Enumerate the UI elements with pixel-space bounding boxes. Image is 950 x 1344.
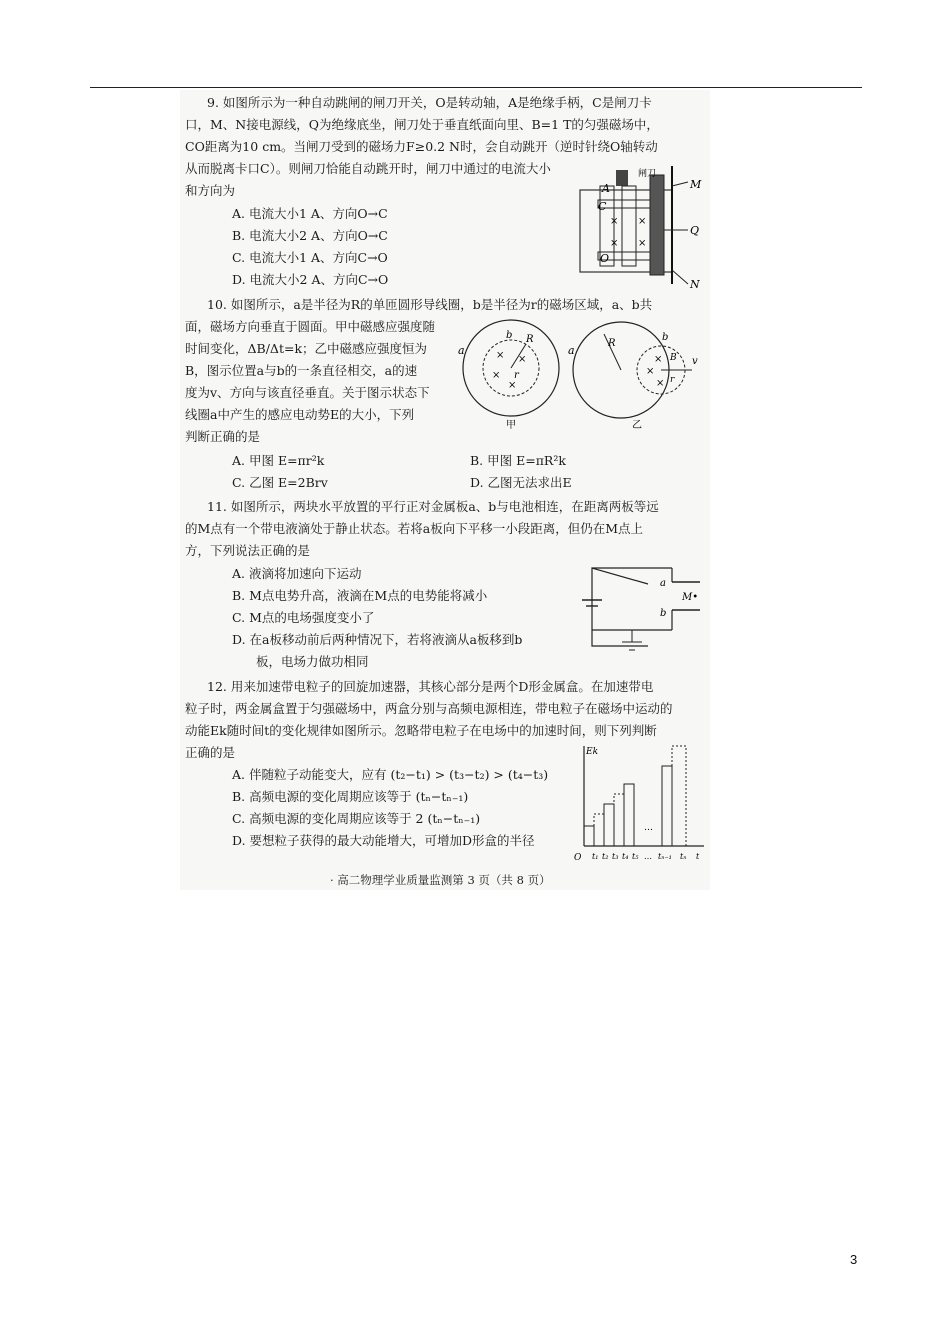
q12-tick-t2: t₂ [602, 852, 609, 861]
q9-line-5: 和方向为 [185, 183, 236, 198]
q9-line-4: 从而脱离卡口C）。则闸刀恰能自动跳开时，闸刀中通过的电流大小 [185, 161, 551, 176]
q12-option-d: D. 要想粒子获得的最大动能增大，可增加D形盒的半径 [232, 833, 535, 848]
q9-line-3: CO距离为10 cm。当闸刀受到的磁场力F≥0.2 N时，会自动跳开（逆时针绕O轴转动 [185, 139, 658, 154]
q9-label-Q: Q [690, 224, 700, 237]
q9-option-a: A. 电流大小1 A、方向O→C [232, 206, 388, 221]
q10-yi-label-b: b [662, 332, 669, 343]
q10-caption-yi: 乙 [632, 420, 642, 431]
q9-option-d: D. 电流大小2 A、方向C→O [232, 272, 389, 287]
q12-line-3: 动能Ek随时间t的变化规律如图所示。忽略带电粒子在电场中的加速时间，则下列判断 [185, 723, 657, 738]
q11-option-c: C. M点的电场强度变小了 [232, 610, 375, 625]
q12-axis-ylabel: Ek [586, 747, 599, 757]
q10-line-5: 度为v、方向与该直径垂直。关于图示状态下 [185, 385, 430, 400]
q10-jia-x-4: × [508, 380, 517, 391]
q10-line-2: 面，磁场方向垂直于圆面。甲中磁感应强度随 [185, 319, 436, 334]
q12-line-4: 正确的是 [185, 745, 236, 760]
q9-figure-switch [574, 160, 709, 292]
q10-jia-x-3: × [492, 370, 501, 381]
q10-caption-jia: 甲 [506, 420, 516, 431]
q9-field-x-4: × [638, 238, 647, 249]
q10-yi-x-1: × [646, 366, 655, 377]
q9-option-c: C. 电流大小1 A、方向C→O [232, 250, 388, 265]
q9-option-b: B. 电流大小2 A、方向O→C [232, 228, 388, 243]
q10-option-d: D. 乙图无法求出E [470, 475, 572, 490]
q12-tick-tn: tₙ [680, 852, 687, 861]
q12-tick-t4: t₄ [622, 852, 629, 861]
q11-option-a: A. 液滴将加速向下运动 [232, 566, 362, 581]
q9-field-x-3: × [610, 238, 619, 249]
q10-line-4: B，图示位置a与b的一条直径相交，a的速 [185, 363, 418, 378]
q10-yi-label-B: B [670, 353, 677, 363]
q12-axis-origin: O [574, 853, 582, 863]
q12-line-2: 粒子时，两金属盒置于匀强磁场中，两盒分别与高频电源相连，带电粒子在磁场中运动的 [185, 701, 673, 716]
q10-option-a: A. 甲图 E=πr²k [232, 453, 325, 468]
q10-jia-label-b: b [506, 330, 513, 341]
q10-option-b: B. 甲图 E=πR²k [470, 453, 566, 468]
q12-line-1: 12. 用来加速带电粒子的回旋加速器，其核心部分是两个D形金属盒。在加速带电 [207, 679, 654, 694]
q9-label-A: A [602, 182, 610, 195]
q10-line-7: 判断正确的是 [185, 429, 261, 444]
q10-yi-label-R: R [608, 338, 616, 349]
q12-option-a: A. 伴随粒子动能变大，应有 (t₂−t₁) > (t₃−t₂) > (t₄−t₃) [232, 767, 549, 782]
q10-figure-circles [456, 316, 706, 434]
header-rule [90, 87, 862, 88]
q10-yi-label-a: a [568, 344, 575, 357]
q11-line-3: 方，下列说法正确的是 [185, 543, 311, 558]
q12-tick-t3: t₃ [612, 852, 619, 861]
q10-yi-x-3: × [656, 378, 665, 389]
q11-label-a: a [660, 578, 666, 589]
q9-label-O: O [600, 252, 610, 265]
q11-option-d: D. 在a板移动前后两种情况下，若将液滴从a板移到b [232, 632, 523, 647]
q10-jia-x-2: × [518, 354, 527, 365]
q12-tick-ellipsis: … [644, 852, 652, 861]
q12-graph-dots: … [644, 823, 653, 833]
q9-field-x-2: × [638, 216, 647, 227]
q10-option-c: C. 乙图 E=2Brv [232, 475, 328, 490]
q11-figure-capacitor [576, 562, 708, 658]
q11-label-M: M• [682, 592, 699, 603]
q9-field-x-1: × [610, 216, 619, 227]
q12-axis-xlabel: t [696, 852, 700, 861]
q9-line-2: 口，M、N接电源线，Q为绝缘底坐，闸刀处于垂直纸面向里、B=1 T的匀强磁场中， [185, 117, 659, 132]
q11-label-b: b [660, 608, 667, 619]
q12-tick-t5: t₅ [632, 852, 639, 861]
q12-tick-t1: t₁ [592, 852, 599, 861]
q12-option-c: C. 高频电源的变化周期应该等于 2 (tₙ−tₙ₋₁) [232, 811, 481, 826]
page-footer: · 高二物理学业质量监测第 3 页（共 8 页） [330, 873, 551, 887]
q11-line-1: 11. 如图所示，两块水平放置的平行正对金属板a、b与电池相连，在距离两板等远 [207, 499, 659, 514]
q10-yi-x-2: × [654, 354, 663, 365]
q12-tick-tn-1: tₙ₋₁ [658, 852, 672, 861]
q10-yi-label-r: r [670, 375, 675, 385]
q10-jia-label-r: r [514, 370, 519, 381]
q10-jia-label-a: a [458, 344, 465, 357]
q9-label-M: M [690, 178, 702, 191]
q9-line-1: 9. 如图所示为一种自动跳闸的闸刀开关，O是转动轴，A是绝缘手柄，C是闸刀卡 [207, 95, 652, 110]
q10-line-1: 10. 如图所示，a是半径为R的单匝圆形导线圈，b是半径为r的磁场区域，a、b共 [207, 297, 653, 312]
q9-label-N: N [690, 278, 700, 291]
q9-label-blade: 闸刀 [638, 169, 657, 179]
page-number: 3 [850, 1252, 858, 1267]
q10-line-3: 时间变化，ΔB/Δt=k；乙中磁感应强度恒为 [185, 341, 428, 356]
q9-label-C: C [598, 200, 607, 213]
q10-yi-label-v: v [692, 356, 698, 367]
q10-jia-x-1: × [496, 350, 505, 361]
q12-option-b: B. 高频电源的变化周期应该等于 (tₙ−tₙ₋₁) [232, 789, 469, 804]
q11-option-d-cont: 板，电场力做功相同 [256, 654, 369, 669]
q10-line-6: 线圈a中产生的感应电动势E的大小，下列 [185, 407, 415, 422]
q11-option-b: B. M点电势升高，液滴在M点的电势能将减小 [232, 588, 488, 603]
q12-figure-ek-t-graph [572, 742, 708, 864]
q11-line-2: 的M点有一个带电液滴处于静止状态。若将a板向下平移一小段距离，但仍在M点上 [185, 521, 644, 536]
q10-jia-label-R: R [526, 334, 534, 345]
